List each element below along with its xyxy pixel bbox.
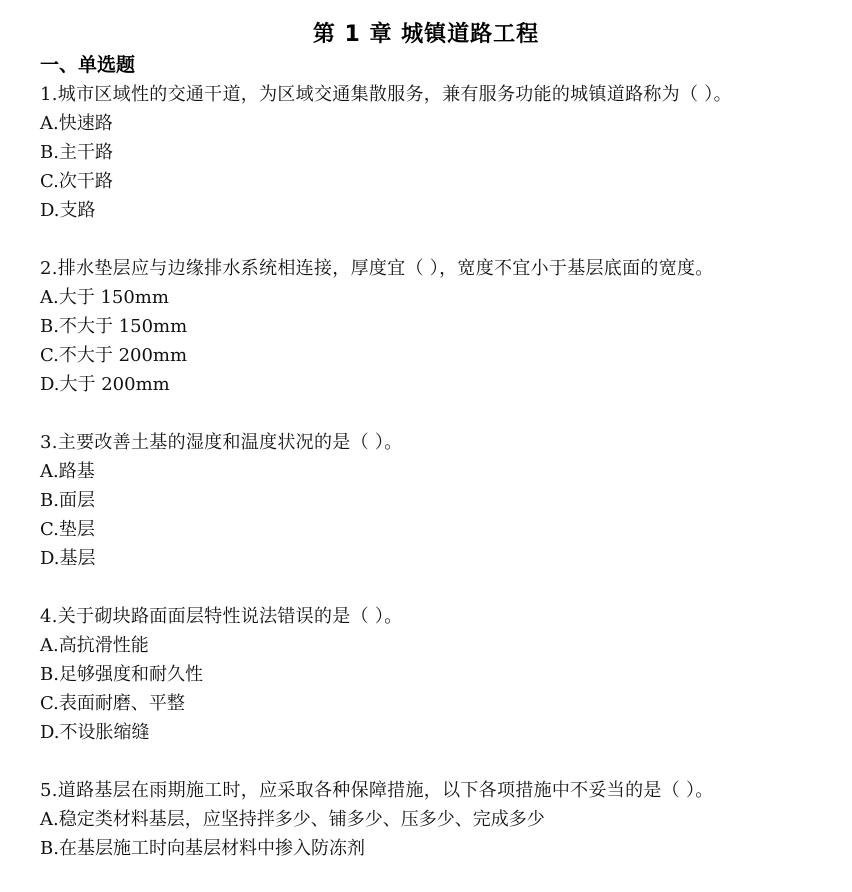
option-a: A.高抗滑性能 bbox=[40, 635, 149, 656]
option-c: C.垫层 bbox=[40, 519, 95, 540]
option-b: B.在基层施工时向基层材料中掺入防冻剂 bbox=[40, 838, 365, 859]
question-stem: 5.道路基层在雨期施工时，应采取各种保障措施，以下各项措施中不妥当的是（ ）。 bbox=[40, 780, 714, 801]
question-stem: 3.主要改善土基的湿度和温度状况的是（ ）。 bbox=[40, 432, 403, 453]
option-d: D.不设胀缩缝 bbox=[40, 722, 150, 743]
question-stem: 2.排水垫层应与边缘排水系统相连接，厚度宜（ ），宽度不宜小于基层底面的宽度。 bbox=[40, 258, 714, 279]
option-b: B.不大于 150mm bbox=[40, 316, 188, 337]
question-list bbox=[40, 80, 830, 892]
option-c: C.不大于 200mm bbox=[40, 345, 188, 366]
option-d: D.支路 bbox=[40, 200, 96, 221]
option-d: D.基层 bbox=[40, 548, 96, 569]
option-a: A.路基 bbox=[40, 461, 95, 482]
option-c: C.次干路 bbox=[40, 171, 113, 192]
chapter-title: 第 1 章 城镇道路工程 bbox=[312, 22, 540, 47]
option-b: B.足够强度和耐久性 bbox=[40, 664, 203, 685]
question-1 bbox=[40, 80, 830, 225]
question-3 bbox=[40, 428, 830, 573]
option-b: B.面层 bbox=[40, 490, 95, 511]
section-heading: 一、单选题 bbox=[40, 54, 136, 76]
option-a: A.稳定类材料基层，应坚持拌多少、铺多少、压多少、完成多少 bbox=[40, 809, 545, 830]
question-5 bbox=[40, 776, 830, 863]
question-stem: 4.关于砌块路面面层特性说法错误的是（ ）。 bbox=[40, 606, 403, 627]
question-4 bbox=[40, 602, 830, 747]
question-stem: 1.城市区域性的交通干道，为区域交通集散服务，兼有服务功能的城镇道路称为（ ）。 bbox=[40, 84, 732, 105]
option-d: D.大于 200mm bbox=[40, 374, 170, 395]
option-b: B.主干路 bbox=[40, 142, 113, 163]
question-2 bbox=[40, 254, 830, 399]
option-a: A.大于 150mm bbox=[40, 287, 169, 308]
option-a: A.快速路 bbox=[40, 113, 113, 134]
option-c: C.表面耐磨、平整 bbox=[40, 693, 185, 714]
